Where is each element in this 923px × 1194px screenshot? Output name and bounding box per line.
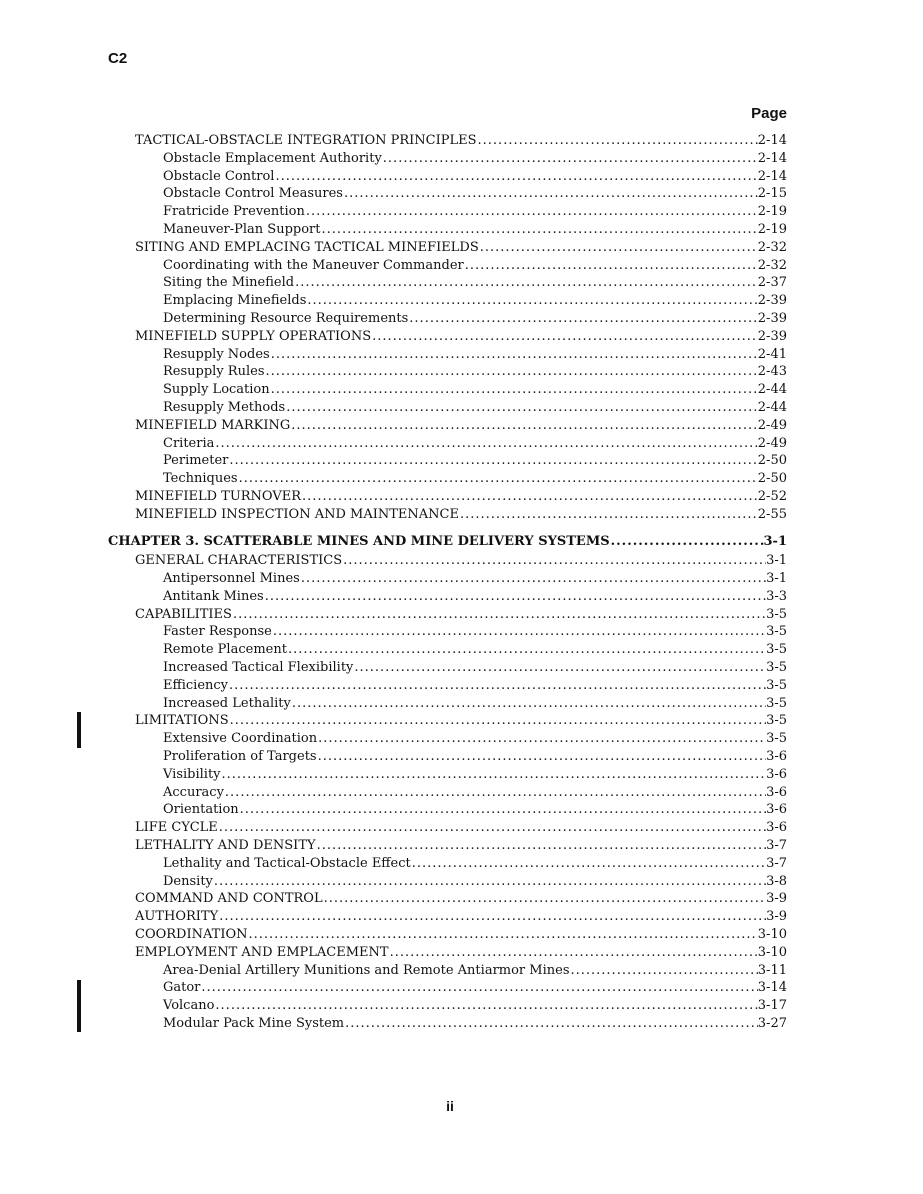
toc-section-entry — [108, 606, 787, 624]
toc-entry-page: 2-41 — [757, 346, 787, 362]
toc-subsection-entry — [108, 168, 787, 186]
toc-subsection-entry — [108, 363, 787, 381]
toc-section-entry — [108, 944, 787, 962]
toc-section-entry — [108, 819, 787, 837]
dot-leader — [228, 677, 766, 695]
toc-entry-page: 3-10 — [757, 926, 787, 942]
dot-leader — [214, 435, 757, 453]
toc-subsection-entry — [108, 855, 787, 873]
toc-entry-page: 3-17 — [757, 998, 787, 1014]
toc-entry-page: 3-6 — [766, 748, 787, 764]
toc-entry-page: 2-44 — [757, 382, 787, 398]
dot-leader — [317, 730, 766, 748]
toc-entry-page: 2-14 — [757, 150, 787, 166]
toc-entry-page: 2-14 — [757, 168, 787, 184]
dot-leader — [382, 150, 758, 168]
page-number: ii — [446, 1098, 454, 1114]
toc-section-entry — [108, 908, 787, 926]
toc-entry-title: Emplacing Minefields — [163, 293, 307, 309]
toc-subsection-entry — [108, 435, 787, 453]
toc-entry-title: MINEFIELD TURNOVER — [135, 489, 302, 504]
toc-entry-title: EMPLOYMENT AND EMPLACEMENT — [135, 944, 389, 960]
toc-entry-title: Lethality and Tactical-Obstacle Effect — [163, 855, 411, 871]
toc-entry-title: MINEFIELD INSPECTION AND MAINTENANCE — [135, 506, 459, 522]
dot-leader — [272, 623, 766, 641]
dot-leader — [270, 381, 758, 399]
toc-entry-title: Coordinating with the Maneuver Commander — [163, 257, 464, 273]
toc-subsection-entry — [108, 1015, 787, 1033]
dot-leader — [353, 659, 766, 677]
change-identifier: C2 — [108, 50, 128, 67]
toc-subsection-entry — [108, 470, 787, 488]
toc-entry-title: Area-Denial Artillery Munitions and Remote Antiarmor Mines — [163, 962, 570, 978]
toc-entry-title: Siting the Minefield — [163, 275, 295, 291]
toc-entry-page: 3-1 — [766, 553, 787, 569]
toc-entry-page: 3-5 — [766, 642, 787, 658]
dot-leader — [305, 203, 758, 221]
change-bar — [77, 712, 81, 748]
dot-leader — [291, 695, 766, 713]
toc-entry-title: CAPABILITIES — [135, 606, 232, 622]
toc-entry-title: MINEFIELD MARKING — [135, 417, 291, 433]
toc-section-entry — [108, 417, 787, 435]
toc-entry-page: 3-5 — [766, 677, 787, 693]
toc-subsection-entry — [108, 150, 787, 168]
toc-entry-page: 2-39 — [757, 328, 787, 344]
toc-subsection-entry — [108, 801, 787, 819]
dot-leader — [232, 606, 766, 624]
toc-entry-page: 3-9 — [766, 891, 787, 907]
toc-entry-title: Increased Lethality — [163, 695, 291, 711]
toc-entry-title: Obstacle Control — [163, 168, 275, 184]
toc-entry-page: 3-27 — [757, 1015, 787, 1031]
toc-subsection-entry — [108, 203, 787, 221]
toc-entry-page: 3-1 — [763, 533, 787, 549]
toc-entry-page: 3-10 — [757, 944, 787, 960]
toc-entry-title: Faster Response — [163, 624, 272, 640]
dot-leader — [218, 819, 766, 837]
toc-entry-page: 2-50 — [757, 453, 787, 469]
toc-entry-page: 3-6 — [766, 820, 787, 836]
toc-entry-title: Supply Location — [163, 382, 270, 398]
dot-leader — [411, 855, 766, 873]
toc-entry-title: Perimeter — [163, 453, 229, 469]
toc-section-entry — [108, 712, 787, 730]
toc-entry-title: Maneuver-Plan Support — [163, 222, 321, 237]
toc-subsection-entry — [108, 292, 787, 310]
dot-leader — [342, 552, 766, 570]
toc-subsection-entry — [108, 452, 787, 470]
toc-entry-title: SITING AND EMPLACING TACTICAL MINEFIELDS — [135, 239, 479, 255]
toc-subsection-entry — [108, 695, 787, 713]
toc-subsection-entry — [108, 784, 787, 802]
toc-subsection-entry — [108, 221, 787, 239]
dot-leader — [300, 570, 766, 588]
toc-section-entry — [108, 837, 787, 855]
toc-subsection-entry — [108, 570, 787, 588]
toc-entry-page: 3-1 — [766, 570, 787, 586]
dot-leader — [274, 168, 757, 186]
toc-entry-page: 3-6 — [766, 766, 787, 782]
toc-entry-title: Gator — [163, 980, 201, 996]
dot-leader — [287, 641, 766, 659]
toc-entry-page: 3-6 — [766, 784, 787, 800]
dot-leader — [290, 417, 758, 435]
toc-entry-page: 3-5 — [766, 659, 787, 675]
dot-leader — [479, 239, 758, 257]
toc-entry-title: GENERAL CHARACTERISTICS — [135, 553, 343, 569]
toc-entry-title: Volcano — [163, 998, 215, 1014]
toc-subsection-entry — [108, 766, 787, 784]
toc-section-entry — [108, 890, 787, 908]
dot-leader — [221, 766, 767, 784]
dot-leader — [301, 488, 758, 506]
toc-entry-page: 2-52 — [757, 489, 787, 504]
toc-entry-title: Obstacle Control Measures — [163, 186, 343, 202]
toc-entry-title: Remote Placement — [163, 642, 287, 658]
toc-entry-title: COORDINATION — [135, 926, 248, 942]
toc-subsection-entry — [108, 677, 787, 695]
toc-subsection-entry — [108, 979, 787, 997]
toc-entry-title: Determining Resource Requirements — [163, 311, 409, 326]
dot-leader — [265, 363, 758, 381]
dot-leader — [408, 310, 757, 328]
toc-entry-page: 2-19 — [757, 204, 787, 220]
dot-leader — [464, 257, 758, 275]
toc-entry-title: TACTICAL-OBSTACLE INTEGRATION PRINCIPLES — [135, 133, 477, 148]
toc-entry-title: MINEFIELD SUPPLY OPERATIONS — [135, 328, 372, 344]
dot-leader — [306, 292, 757, 310]
toc-entry-page: 2-19 — [757, 222, 787, 237]
dot-leader — [371, 328, 758, 346]
dot-leader — [224, 784, 766, 802]
toc-section-entry — [108, 926, 787, 944]
toc-entry-title: Criteria — [163, 435, 215, 451]
toc-subsection-entry — [108, 623, 787, 641]
toc-section-entry — [108, 328, 787, 346]
page-column-heading: Page — [751, 105, 787, 122]
toc-entry-page: 2-15 — [757, 186, 787, 202]
dot-leader — [323, 890, 766, 908]
toc-entry-page: 3-11 — [757, 962, 787, 978]
toc-entry-page: 2-32 — [757, 239, 787, 255]
dot-leader — [477, 132, 758, 150]
dot-leader — [239, 801, 766, 819]
toc-entry-title: Resupply Nodes — [163, 346, 270, 362]
dot-leader — [321, 221, 758, 239]
toc-entry-title: Increased Tactical Flexibility — [163, 659, 354, 675]
dot-leader — [214, 997, 757, 1015]
dot-leader — [389, 944, 758, 962]
dot-leader — [229, 712, 766, 730]
toc-entry-page: 3-9 — [766, 909, 787, 925]
dot-leader — [213, 873, 766, 891]
toc-entry-page: 2-55 — [757, 506, 787, 522]
toc-subsection-entry — [108, 659, 787, 677]
toc-entry-page: 2-43 — [757, 364, 787, 380]
toc-subsection-entry — [108, 641, 787, 659]
toc-subsection-entry — [108, 997, 787, 1015]
toc-entry-title: Orientation — [163, 802, 239, 818]
dot-leader — [248, 926, 758, 944]
toc-subsection-entry — [108, 748, 787, 766]
toc-entry-page: 3-7 — [766, 837, 787, 853]
toc-entry-title: Resupply Rules — [163, 364, 265, 380]
toc-entry-page: 2-49 — [757, 417, 787, 433]
toc-entry-page: 3-5 — [766, 624, 787, 640]
dot-leader — [316, 837, 766, 855]
toc-entry-title: Extensive Coordination — [163, 731, 318, 747]
toc-entry-title: Density — [163, 873, 213, 889]
toc-subsection-entry — [108, 274, 787, 292]
toc-entry-title: Resupply Methods — [163, 400, 286, 415]
toc-entry-title: Obstacle Emplacement Authority — [163, 150, 382, 166]
toc-section-entry — [108, 239, 787, 257]
toc-entry-page: 3-5 — [766, 713, 787, 729]
toc-entry-page: 3-14 — [757, 980, 787, 996]
toc-entry-page: 3-3 — [766, 588, 787, 604]
toc-section-entry — [108, 132, 787, 150]
toc-entry-title: Techniques — [163, 471, 238, 487]
dot-leader — [343, 185, 758, 203]
toc-subsection-entry — [108, 588, 787, 606]
dot-leader — [570, 962, 758, 980]
toc-entry-title: CHAPTER 3. SCATTERABLE MINES AND MINE DELIVERY SYSTEMS — [108, 533, 610, 549]
toc-entry-title: Antipersonnel Mines — [163, 570, 300, 586]
toc-entry-title: Antitank Mines — [163, 588, 264, 604]
toc-entry-title: Visibility — [163, 766, 221, 782]
toc-entry-title: LETHALITY AND DENSITY — [135, 837, 316, 853]
toc-entry-page: 2-39 — [757, 311, 787, 326]
toc-entry-title: Fratricide Prevention — [163, 204, 305, 220]
dot-leader — [610, 533, 764, 551]
toc-subsection-entry — [108, 381, 787, 399]
toc-chapter-entry — [108, 533, 787, 551]
dot-leader — [218, 908, 766, 926]
toc-entry-page: 3-5 — [766, 695, 787, 711]
toc-entry-page: 2-37 — [757, 275, 787, 291]
toc-entry-page: 2-32 — [757, 257, 787, 273]
toc-entry-title: Efficiency — [163, 677, 229, 693]
dot-leader — [228, 452, 757, 470]
toc-subsection-entry — [108, 730, 787, 748]
dot-leader — [238, 470, 758, 488]
toc-entry-title: Accuracy — [163, 784, 224, 800]
dot-leader — [459, 506, 758, 524]
dot-leader — [317, 748, 766, 766]
toc-entry-page: 2-14 — [757, 133, 787, 148]
toc-entry-page: 3-8 — [766, 873, 787, 889]
toc-subsection-entry — [108, 962, 787, 980]
toc-entry-title: LIFE CYCLE — [135, 820, 218, 836]
toc-entry-title: Modular Pack Mine System — [163, 1015, 345, 1031]
change-bar — [77, 980, 81, 1032]
toc-entry-page: 2-44 — [757, 400, 787, 415]
dot-leader — [264, 588, 766, 606]
toc-entry-title: AUTHORITY — [135, 909, 219, 925]
toc-subsection-entry — [108, 399, 787, 417]
toc-entry-page: 2-50 — [757, 471, 787, 487]
dot-leader — [294, 274, 758, 292]
dot-leader — [344, 1015, 758, 1033]
dot-leader — [200, 979, 757, 997]
toc-section-entry — [108, 506, 787, 524]
toc-entry-title: LIMITATIONS — [135, 713, 229, 729]
toc-entry-page: 2-49 — [757, 435, 787, 451]
toc-entry-page: 3-7 — [766, 855, 787, 871]
toc-section-entry — [108, 552, 787, 570]
toc-subsection-entry — [108, 873, 787, 891]
toc-subsection-entry — [108, 257, 787, 275]
toc-subsection-entry — [108, 185, 787, 203]
toc-entry-title: COMMAND AND CONTROL — [135, 891, 323, 907]
toc-entry-title: Proliferation of Targets — [163, 748, 317, 764]
toc-subsection-entry — [108, 310, 787, 328]
toc-entry-page: 3-6 — [766, 802, 787, 818]
toc-entry-page: 2-39 — [757, 293, 787, 309]
toc-entry-page: 3-5 — [766, 731, 787, 747]
dot-leader — [270, 346, 758, 364]
dot-leader — [285, 399, 758, 417]
toc-section-entry — [108, 488, 787, 506]
toc-subsection-entry — [108, 346, 787, 364]
toc-entry-page: 3-5 — [766, 606, 787, 622]
